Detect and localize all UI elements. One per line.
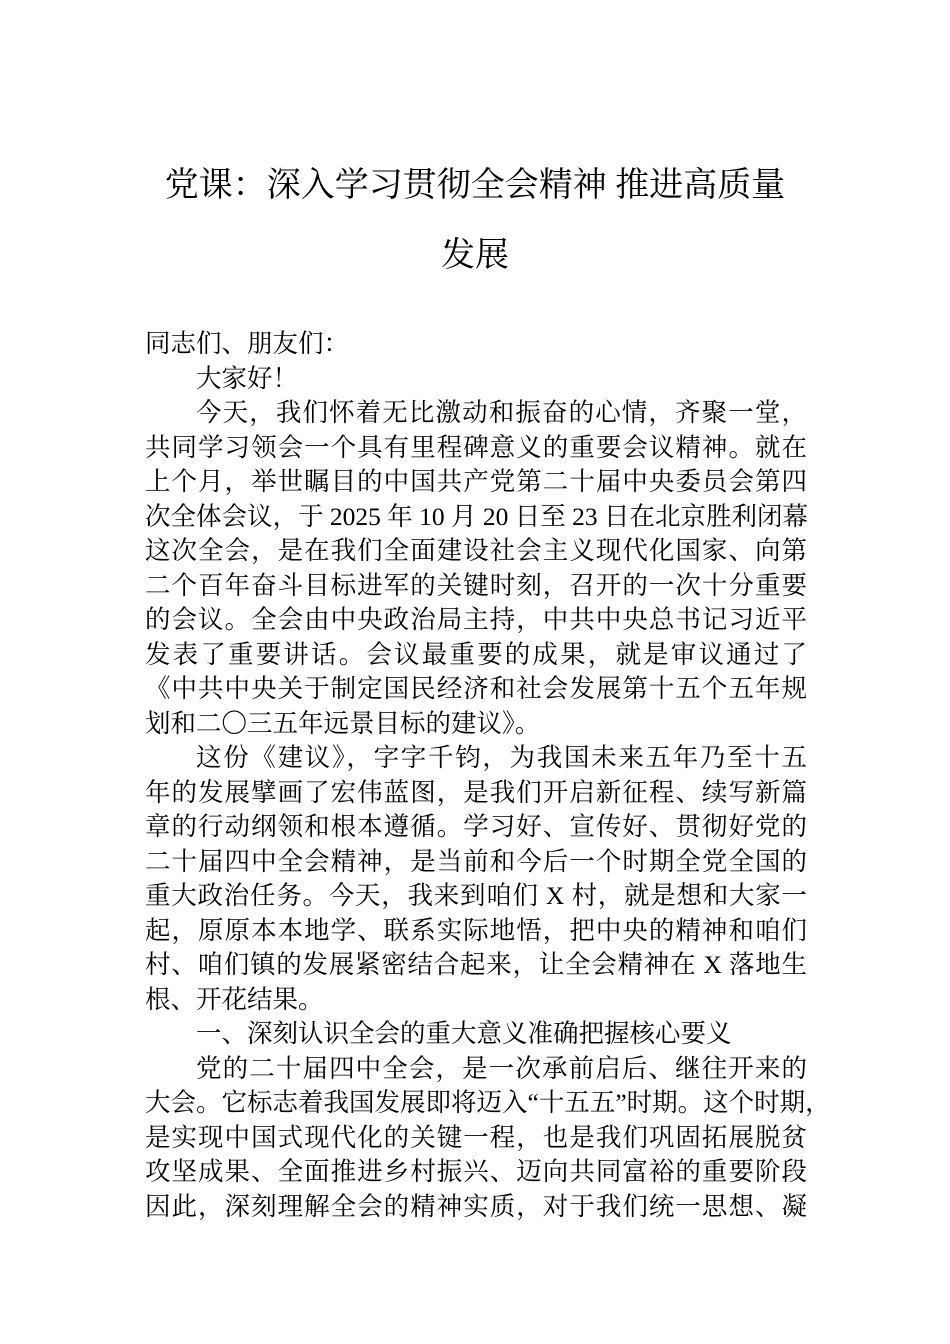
paragraph	[145, 741, 807, 1017]
text-line: 因此，深刻理解全会的精神实质，对于我们统一思想、凝	[145, 1191, 807, 1221]
text-line: 根、开花结果。	[145, 984, 324, 1014]
section-heading	[145, 1017, 807, 1052]
document-title-line-1: 党课：深入学习贯彻全会精神 推进高质量	[164, 167, 786, 204]
paragraph	[145, 1052, 831, 1225]
text-line: 《中共中央关于制定国民经济和社会发展第十五个五年规	[145, 674, 807, 703]
text-line: 划和二〇三五年远景目标的建议》。	[145, 708, 541, 738]
text-line: 党的二十届四中全会，是一次承前启后、继往开来的	[196, 1053, 807, 1083]
text-line: 二个百年奋斗目标进军的关键时刻，召开的一次十分重要	[145, 570, 807, 600]
text-line: 起，原原本本地学、联系实际地悟，把中央的精神和咱们	[145, 915, 807, 945]
paragraph	[145, 396, 807, 741]
text-line: 今天，我们怀着无比激动和振奋的心情，齐聚一堂，	[196, 398, 807, 427]
text-line: 大会。它标志着我国发展即将迈入“十五五”时期。这个时期，	[145, 1088, 831, 1117]
text-line: 村、咱们镇的发展紧密结合起来，让全会精神在 X 落地生	[145, 950, 807, 979]
text-line: 一、深刻认识全会的重大意义准确把握核心要义	[196, 1019, 732, 1048]
text-line: 是实现中国式现代化的关键一程，也是我们巩固拓展脱贫	[145, 1122, 807, 1152]
text-line: 同志们、朋友们：	[145, 329, 350, 358]
text-line: 大家好！	[196, 363, 299, 393]
text-line: 这份《建议》，字字千钧，为我国未来五年乃至十五	[196, 743, 807, 772]
paragraph	[145, 327, 807, 362]
text-line: 章的行动纲领和根本遵循。学习好、宣传好、贯彻好党的	[145, 812, 807, 841]
text-line: 发表了重要讲话。会议最重要的成果，就是审议通过了	[145, 639, 807, 669]
text-line: 上个月，举世瞩目的中国共产党第二十届中央委员会第四	[145, 467, 807, 496]
text-line: 的会议。全会由中央政治局主持，中共中央总书记习近平	[145, 605, 807, 634]
paragraph	[145, 362, 807, 397]
document-title-line-2: 发展	[441, 237, 509, 274]
document-body	[145, 327, 831, 1224]
text-line: 这次全会，是在我们全面建设社会主义现代化国家、向第	[145, 536, 807, 565]
text-line: 共同学习领会一个具有里程碑意义的重要会议精神。就在	[145, 432, 807, 462]
text-line: 次全体会议，于 2025 年 10 月 20 日至 23 日在北京胜利闭幕	[145, 501, 809, 531]
text-line: 重大政治任务。今天，我来到咱们 X 村，就是想和大家一	[145, 881, 807, 910]
text-line: 年的发展擘画了宏伟蓝图，是我们开启新征程、续写新篇	[145, 777, 807, 807]
text-line: 攻坚成果、全面推进乡村振兴、迈向共同富裕的重要阶段	[145, 1157, 807, 1186]
text-line: 二十届四中全会精神，是当前和今后一个时期全党全国的	[145, 846, 807, 876]
